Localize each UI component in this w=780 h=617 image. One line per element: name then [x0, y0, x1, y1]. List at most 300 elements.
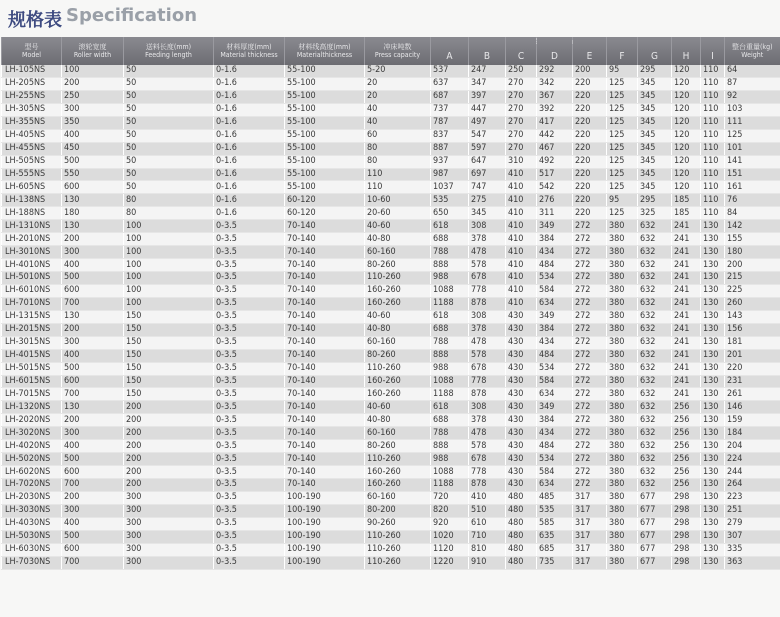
table-row: [2, 297, 780, 310]
table-cell: 100: [124, 246, 214, 259]
column-header: [62, 37, 124, 65]
table-cell: 480: [506, 543, 537, 556]
model-cell: LH-405NS: [2, 129, 62, 142]
table-row: [2, 517, 780, 530]
table-cell: 143: [725, 310, 780, 323]
table-cell: 80: [365, 142, 431, 155]
table-cell: 220: [573, 116, 607, 129]
table-cell: 430: [506, 336, 537, 349]
table-cell: 50: [124, 77, 214, 90]
column-header-letter: H: [682, 51, 690, 62]
table-cell: 160-260: [365, 297, 431, 310]
table-cell: 264: [725, 479, 780, 492]
table-cell: 220: [573, 103, 607, 116]
table-cell: 0-3.5: [214, 466, 285, 479]
table-cell: 0-3.5: [214, 427, 285, 440]
table-cell: 130: [62, 220, 124, 233]
table-cell: 0-1.6: [214, 168, 285, 181]
model-cell: LH-7030NS: [2, 556, 62, 569]
table-cell: 256: [672, 440, 701, 453]
table-cell: 272: [573, 466, 607, 479]
table-cell: 0-3.5: [214, 246, 285, 259]
table-cell: 0-1.6: [214, 77, 285, 90]
table-cell: 295: [638, 65, 672, 77]
table-cell: 130: [701, 517, 725, 530]
model-cell: LH-605NS: [2, 181, 62, 194]
table-cell: 130: [701, 401, 725, 414]
table-cell: 120: [672, 90, 701, 103]
model-cell: LH-6020NS: [2, 466, 62, 479]
table-cell: 430: [506, 466, 537, 479]
table-cell: 40-80: [365, 233, 431, 246]
table-cell: 110-260: [365, 530, 431, 543]
table-cell: 110: [701, 181, 725, 194]
table-cell: 272: [573, 297, 607, 310]
table-cell: 1088: [431, 284, 469, 297]
table-cell: 430: [506, 349, 537, 362]
table-cell: 50: [124, 155, 214, 168]
table-cell: 584: [537, 466, 573, 479]
table-cell: 345: [638, 116, 672, 129]
table-cell: 200: [62, 233, 124, 246]
table-cell: 110: [365, 168, 431, 181]
table-cell: 55-100: [285, 116, 365, 129]
table-cell: 50: [124, 103, 214, 116]
table-cell: 161: [725, 181, 780, 194]
table-cell: 618: [431, 220, 469, 233]
table-row: [2, 349, 780, 362]
table-cell: 478: [469, 336, 506, 349]
table-cell: 130: [62, 194, 124, 207]
table-cell: 735: [537, 556, 573, 569]
table-cell: 677: [638, 543, 672, 556]
table-cell: 272: [573, 220, 607, 233]
table-cell: 204: [725, 440, 780, 453]
table-cell: 92: [725, 90, 780, 103]
table-cell: 910: [469, 556, 506, 569]
table-cell: 130: [701, 362, 725, 375]
column-header: [672, 37, 701, 65]
table-cell: 70-140: [285, 323, 365, 336]
table-row: [2, 427, 780, 440]
table-cell: 434: [537, 336, 573, 349]
table-cell: 878: [469, 479, 506, 492]
table-cell: 300: [62, 246, 124, 259]
column-header-cn: 送料长度(mm): [145, 43, 192, 51]
table-cell: 103: [725, 103, 780, 116]
table-cell: 647: [469, 155, 506, 168]
table-cell: 223: [725, 491, 780, 504]
column-header: [537, 37, 573, 65]
table-cell: 442: [537, 129, 573, 142]
model-cell: LH-4020NS: [2, 440, 62, 453]
table-cell: 380: [607, 259, 638, 272]
table-cell: 110: [701, 207, 725, 220]
model-cell: LH-7015NS: [2, 388, 62, 401]
table-cell: 130: [701, 336, 725, 349]
table-cell: 480: [506, 504, 537, 517]
table-cell: 200: [124, 427, 214, 440]
table-cell: 380: [607, 543, 638, 556]
table-cell: 0-3.5: [214, 479, 285, 492]
table-cell: 110: [701, 155, 725, 168]
table-cell: 241: [672, 259, 701, 272]
table-cell: 311: [537, 207, 573, 220]
table-cell: 550: [62, 168, 124, 181]
table-cell: 300: [124, 530, 214, 543]
table-cell: 220: [573, 194, 607, 207]
table-cell: 632: [638, 414, 672, 427]
table-cell: 76: [725, 194, 780, 207]
table-cell: 80-260: [365, 440, 431, 453]
table-cell: 778: [469, 284, 506, 297]
column-header-en: Roller width: [73, 51, 112, 59]
table-cell: 0-1.6: [214, 65, 285, 77]
table-row: [2, 284, 780, 297]
table-cell: 380: [607, 556, 638, 569]
table-cell: 430: [506, 453, 537, 466]
table-cell: 241: [672, 362, 701, 375]
table-cell: 60-160: [365, 427, 431, 440]
table-cell: 380: [607, 362, 638, 375]
table-cell: 380: [607, 466, 638, 479]
table-cell: 0-3.5: [214, 323, 285, 336]
table-cell: 201: [725, 349, 780, 362]
table-cell: 345: [638, 142, 672, 155]
table-cell: 308: [469, 310, 506, 323]
table-cell: 317: [573, 556, 607, 569]
table-cell: 778: [469, 375, 506, 388]
table-cell: 987: [431, 168, 469, 181]
table-cell: 130: [701, 479, 725, 492]
table-cell: 0-3.5: [214, 349, 285, 362]
table-cell: 130: [701, 272, 725, 285]
table-cell: 125: [607, 155, 638, 168]
table-cell: 70-140: [285, 362, 365, 375]
table-cell: 0-1.6: [214, 90, 285, 103]
model-cell: LH-1315NS: [2, 310, 62, 323]
column-header: [573, 37, 607, 65]
table-header-row: [2, 37, 780, 65]
table-cell: 378: [469, 233, 506, 246]
table-cell: 517: [537, 168, 573, 181]
table-cell: 110: [701, 65, 725, 77]
table-cell: 40-80: [365, 323, 431, 336]
table-cell: 272: [573, 349, 607, 362]
column-header: [365, 37, 431, 65]
table-cell: 50: [124, 90, 214, 103]
column-header-en: Press capacity: [374, 51, 421, 59]
table-cell: 220: [573, 181, 607, 194]
table-cell: 632: [638, 440, 672, 453]
table-cell: 300: [62, 103, 124, 116]
table-cell: 632: [638, 362, 672, 375]
table-cell: 447: [469, 103, 506, 116]
table-cell: 578: [469, 349, 506, 362]
table-cell: 125: [607, 142, 638, 155]
table-cell: 0-3.5: [214, 440, 285, 453]
table-cell: 160-260: [365, 375, 431, 388]
table-cell: 430: [506, 310, 537, 323]
table-cell: 272: [573, 323, 607, 336]
table-cell: 380: [607, 297, 638, 310]
table-cell: 0-3.5: [214, 504, 285, 517]
table-cell: 241: [672, 233, 701, 246]
table-cell: 787: [431, 116, 469, 129]
table-cell: 120: [672, 181, 701, 194]
table-cell: 125: [725, 129, 780, 142]
column-header-letter: E: [586, 51, 593, 62]
table-cell: 632: [638, 479, 672, 492]
model-cell: LH-1310NS: [2, 220, 62, 233]
table-cell: 272: [573, 427, 607, 440]
table-row: [2, 401, 780, 414]
table-cell: 345: [469, 207, 506, 220]
table-cell: 110: [701, 129, 725, 142]
table-cell: 380: [607, 310, 638, 323]
column-header-cn: 型号: [24, 43, 39, 51]
table-cell: 50: [124, 142, 214, 155]
model-cell: LH-7020NS: [2, 479, 62, 492]
table-cell: 260: [725, 297, 780, 310]
table-cell: 40: [365, 103, 431, 116]
table-cell: 335: [725, 543, 780, 556]
table-cell: 110: [701, 142, 725, 155]
table-cell: 410: [506, 297, 537, 310]
column-header-letter: C: [517, 51, 525, 62]
table-cell: 220: [573, 142, 607, 155]
table-cell: 184: [725, 427, 780, 440]
table-cell: 677: [638, 530, 672, 543]
table-cell: 410: [506, 284, 537, 297]
table-cell: 308: [469, 220, 506, 233]
table-cell: 378: [469, 414, 506, 427]
table-cell: 256: [672, 401, 701, 414]
table-cell: 600: [62, 181, 124, 194]
table-cell: 397: [469, 90, 506, 103]
table-cell: 0-3.5: [214, 284, 285, 297]
table-cell: 380: [607, 453, 638, 466]
table-cell: 688: [431, 414, 469, 427]
table-cell: 156: [725, 323, 780, 336]
table-cell: 837: [431, 129, 469, 142]
table-cell: 50: [124, 168, 214, 181]
table-cell: 510: [469, 504, 506, 517]
table-cell: 380: [607, 427, 638, 440]
table-row: [2, 103, 780, 116]
table-cell: 578: [469, 259, 506, 272]
table-cell: 478: [469, 427, 506, 440]
table-cell: 298: [672, 517, 701, 530]
table-cell: 70-140: [285, 349, 365, 362]
spec-table-wrap: [1, 37, 773, 617]
table-cell: 1188: [431, 388, 469, 401]
table-cell: 788: [431, 246, 469, 259]
table-cell: 50: [124, 116, 214, 129]
column-header-letter: B: [483, 51, 491, 62]
table-cell: 410: [506, 181, 537, 194]
table-cell: 10-60: [365, 194, 431, 207]
model-cell: LH-205NS: [2, 77, 62, 90]
table-cell: 378: [469, 323, 506, 336]
table-cell: 180: [725, 246, 780, 259]
model-cell: LH-6010NS: [2, 284, 62, 297]
table-cell: 70-140: [285, 297, 365, 310]
table-cell: 747: [469, 181, 506, 194]
table-cell: 241: [672, 220, 701, 233]
table-cell: 90-260: [365, 517, 431, 530]
table-row: [2, 440, 780, 453]
table-cell: 632: [638, 284, 672, 297]
table-cell: 632: [638, 259, 672, 272]
model-cell: LH-6030NS: [2, 543, 62, 556]
table-cell: 241: [672, 310, 701, 323]
table-cell: 247: [469, 65, 506, 77]
table-cell: 142: [725, 220, 780, 233]
table-cell: 0-3.5: [214, 310, 285, 323]
table-cell: 272: [573, 233, 607, 246]
table-cell: 200: [62, 491, 124, 504]
column-header-cn: 整台重量(kg): [731, 43, 773, 51]
table-cell: 130: [701, 220, 725, 233]
table-cell: 578: [469, 440, 506, 453]
table-cell: 256: [672, 427, 701, 440]
table-cell: 484: [537, 440, 573, 453]
table-cell: 0-3.5: [214, 517, 285, 530]
table-cell: 84: [725, 207, 780, 220]
table-cell: 40-60: [365, 310, 431, 323]
table-cell: 737: [431, 103, 469, 116]
table-cell: 95: [607, 65, 638, 77]
table-cell: 492: [537, 155, 573, 168]
table-row: [2, 375, 780, 388]
table-cell: 200: [124, 453, 214, 466]
table-cell: 160-260: [365, 284, 431, 297]
table-cell: 0-3.5: [214, 543, 285, 556]
column-header-letter: G: [651, 51, 658, 62]
table-cell: 0-1.6: [214, 116, 285, 129]
table-cell: 0-3.5: [214, 362, 285, 375]
table-cell: 298: [672, 504, 701, 517]
table-cell: 410: [506, 207, 537, 220]
table-cell: 20: [365, 77, 431, 90]
column-header-en: Material thickness: [220, 51, 278, 59]
table-cell: 272: [573, 388, 607, 401]
table-cell: 220: [573, 90, 607, 103]
table-cell: 125: [607, 168, 638, 181]
table-cell: 95: [607, 194, 638, 207]
model-cell: LH-2015NS: [2, 323, 62, 336]
table-cell: 0-1.6: [214, 194, 285, 207]
table-cell: 120: [672, 155, 701, 168]
table-cell: 130: [701, 530, 725, 543]
table-cell: 130: [62, 310, 124, 323]
table-cell: 256: [672, 414, 701, 427]
table-row: [2, 77, 780, 90]
table-cell: 120: [672, 65, 701, 77]
model-cell: LH-305NS: [2, 103, 62, 116]
table-cell: 55-100: [285, 90, 365, 103]
table-row: [2, 168, 780, 181]
table-cell: 100: [124, 259, 214, 272]
model-cell: LH-3010NS: [2, 246, 62, 259]
table-cell: 632: [638, 310, 672, 323]
table-cell: 87: [725, 77, 780, 90]
table-cell: 125: [607, 90, 638, 103]
table-cell: 60-160: [365, 336, 431, 349]
table-cell: 632: [638, 349, 672, 362]
table-cell: 64: [725, 65, 780, 77]
table-cell: 400: [62, 259, 124, 272]
table-cell: 70-140: [285, 453, 365, 466]
table-cell: 40-60: [365, 401, 431, 414]
model-cell: LH-5015NS: [2, 362, 62, 375]
table-cell: 150: [124, 375, 214, 388]
table-cell: 810: [469, 543, 506, 556]
table-cell: 410: [506, 259, 537, 272]
table-cell: 677: [638, 517, 672, 530]
table-cell: 685: [537, 543, 573, 556]
table-cell: 317: [573, 543, 607, 556]
table-cell: 241: [672, 336, 701, 349]
table-cell: 200: [573, 65, 607, 77]
table-cell: 55-100: [285, 77, 365, 90]
model-cell: LH-188NS: [2, 207, 62, 220]
table-cell: 400: [62, 129, 124, 142]
table-cell: 342: [537, 77, 573, 90]
table-row: [2, 479, 780, 492]
table-cell: 120: [672, 142, 701, 155]
table-cell: 484: [537, 349, 573, 362]
table-cell: 0-1.6: [214, 142, 285, 155]
table-cell: 155: [725, 233, 780, 246]
table-cell: 298: [672, 556, 701, 569]
table-cell: 534: [537, 272, 573, 285]
table-cell: 200: [124, 414, 214, 427]
table-cell: 270: [506, 116, 537, 129]
table-cell: 200: [62, 414, 124, 427]
table-cell: 256: [672, 479, 701, 492]
table-cell: 410: [506, 272, 537, 285]
table-cell: 100-190: [285, 517, 365, 530]
table-cell: 261: [725, 388, 780, 401]
table-cell: 224: [725, 453, 780, 466]
table-cell: 60-160: [365, 246, 431, 259]
table-cell: 130: [701, 349, 725, 362]
table-row: [2, 142, 780, 155]
table-cell: 430: [506, 427, 537, 440]
table-cell: 120: [672, 129, 701, 142]
model-cell: LH-5020NS: [2, 453, 62, 466]
table-cell: 100-190: [285, 530, 365, 543]
table-cell: 1088: [431, 466, 469, 479]
model-cell: LH-3015NS: [2, 336, 62, 349]
table-cell: 0-3.5: [214, 220, 285, 233]
table-cell: 0-3.5: [214, 259, 285, 272]
table-cell: 5-20: [365, 65, 431, 77]
table-body: [2, 65, 780, 569]
table-cell: 100-190: [285, 504, 365, 517]
table-cell: 300: [62, 427, 124, 440]
table-cell: 130: [701, 310, 725, 323]
table-cell: 0-3.5: [214, 453, 285, 466]
table-cell: 292: [537, 65, 573, 77]
table-cell: 677: [638, 504, 672, 517]
table-cell: 55-100: [285, 181, 365, 194]
column-header-cn: 材料厚度(mm): [226, 43, 272, 51]
table-cell: 430: [506, 375, 537, 388]
table-row: [2, 530, 780, 543]
